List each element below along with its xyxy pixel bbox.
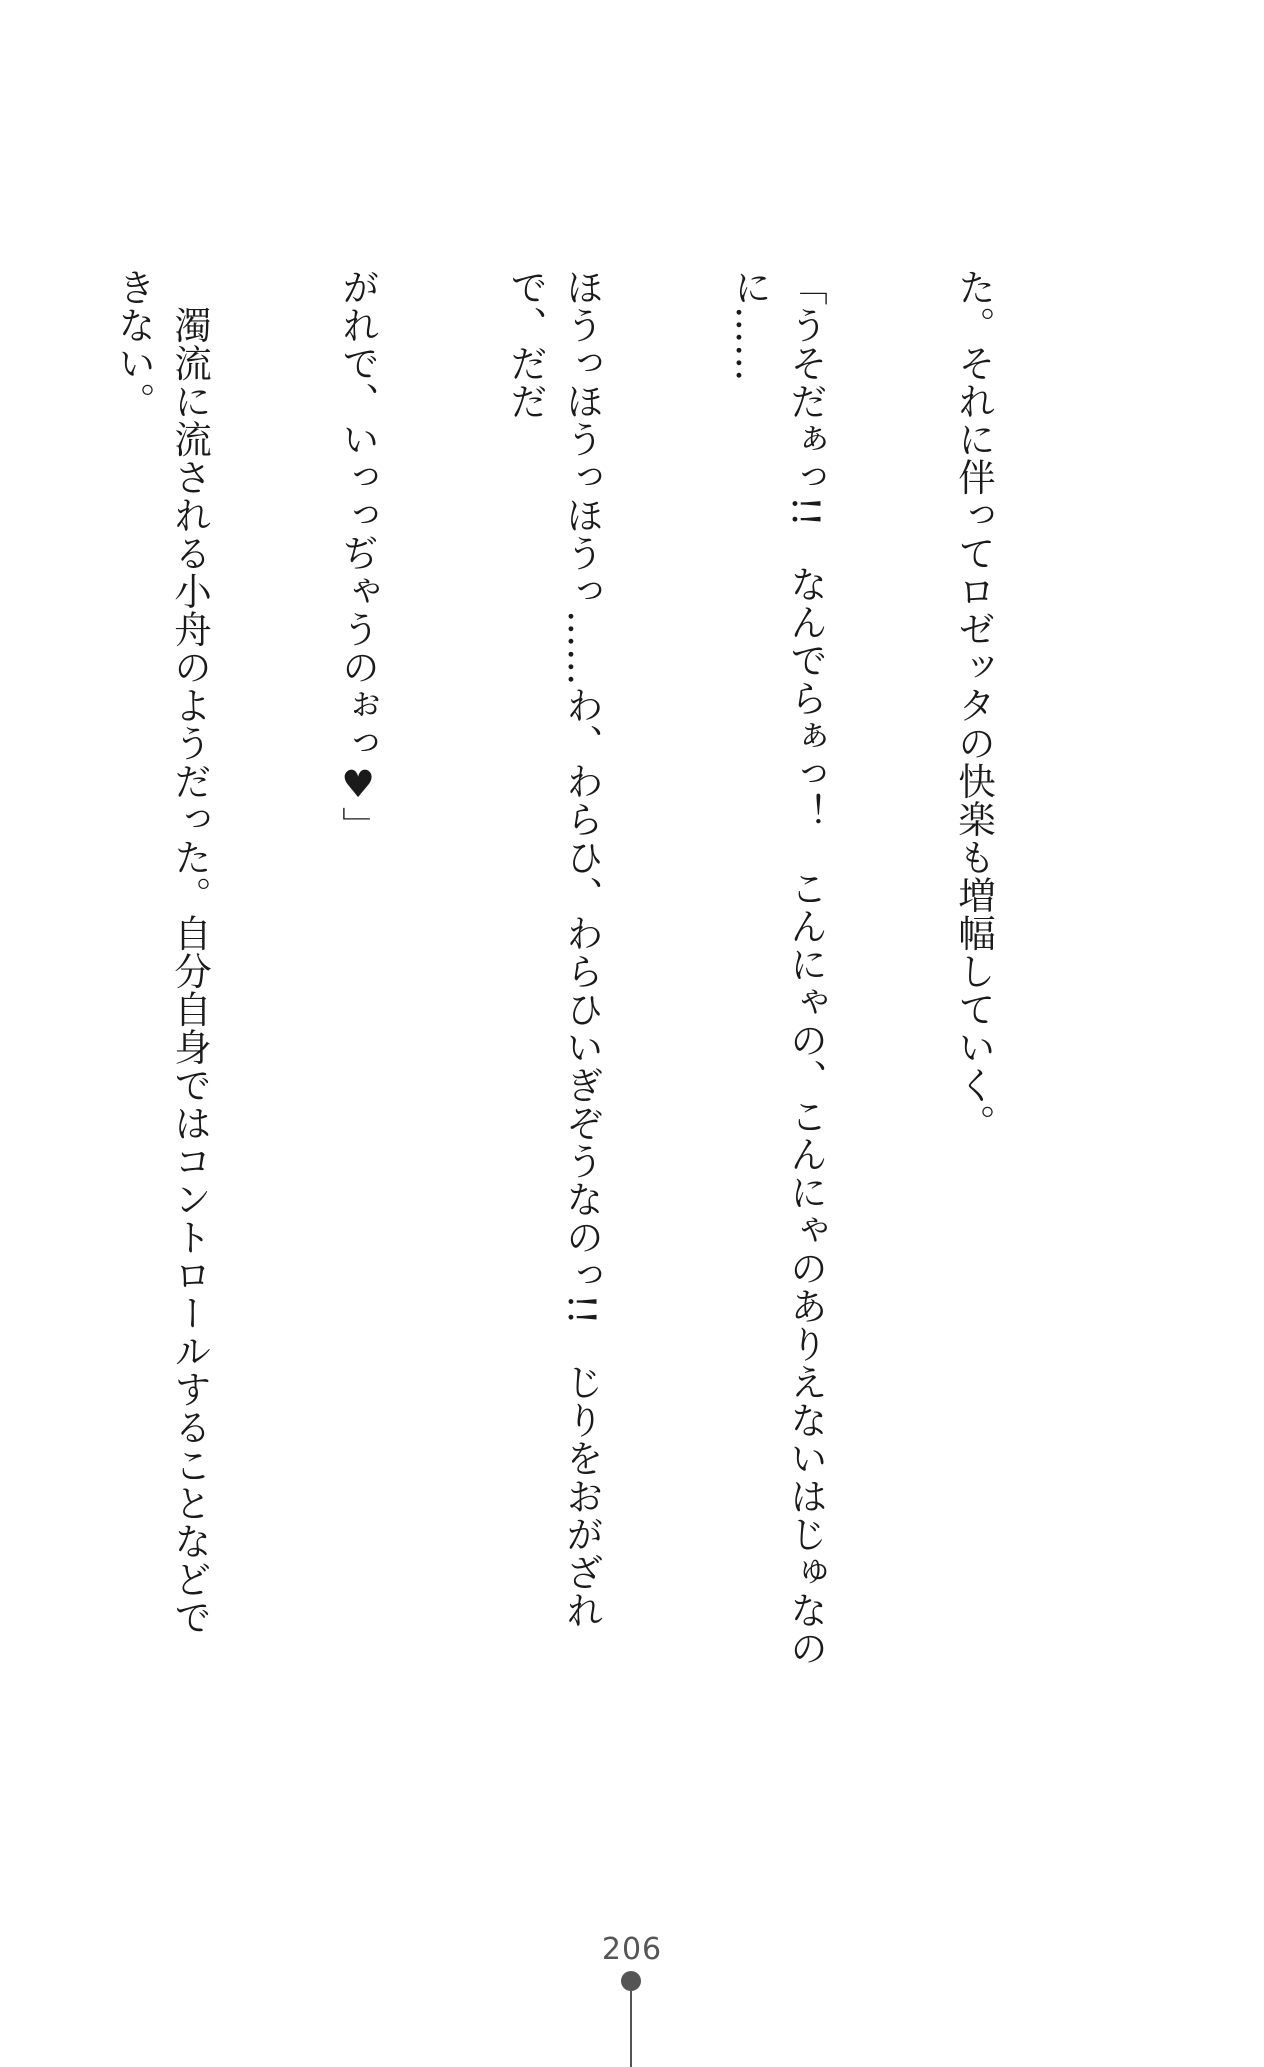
text-line-1: た。それに伴ってロゼッタの快楽も増幅していく。 <box>952 268 996 1142</box>
text-line-2: 「うそだぁっ!! なんでらぁっ！ こんにゃの、こんにゃのありえないはじゅなのに…… <box>728 268 828 1668</box>
page-number: 206 <box>601 1932 663 1967</box>
text-line-4: がれで、いっっぢゃうのぉっ♥」 <box>336 268 380 845</box>
text-line-5: 濁流に流される小舟のようだった。自分自身ではコントロールすることなどできない。 <box>112 268 212 1636</box>
page-marker-dot <box>621 1971 641 1991</box>
body-text <box>0 268 1114 1668</box>
text-line-3: ほうっほうっほうっ……わ、わらひ、わらひいぎぞうなのっ!! じりをおがざれで、だだ <box>504 268 604 1630</box>
page-marker-line <box>630 1991 632 2067</box>
